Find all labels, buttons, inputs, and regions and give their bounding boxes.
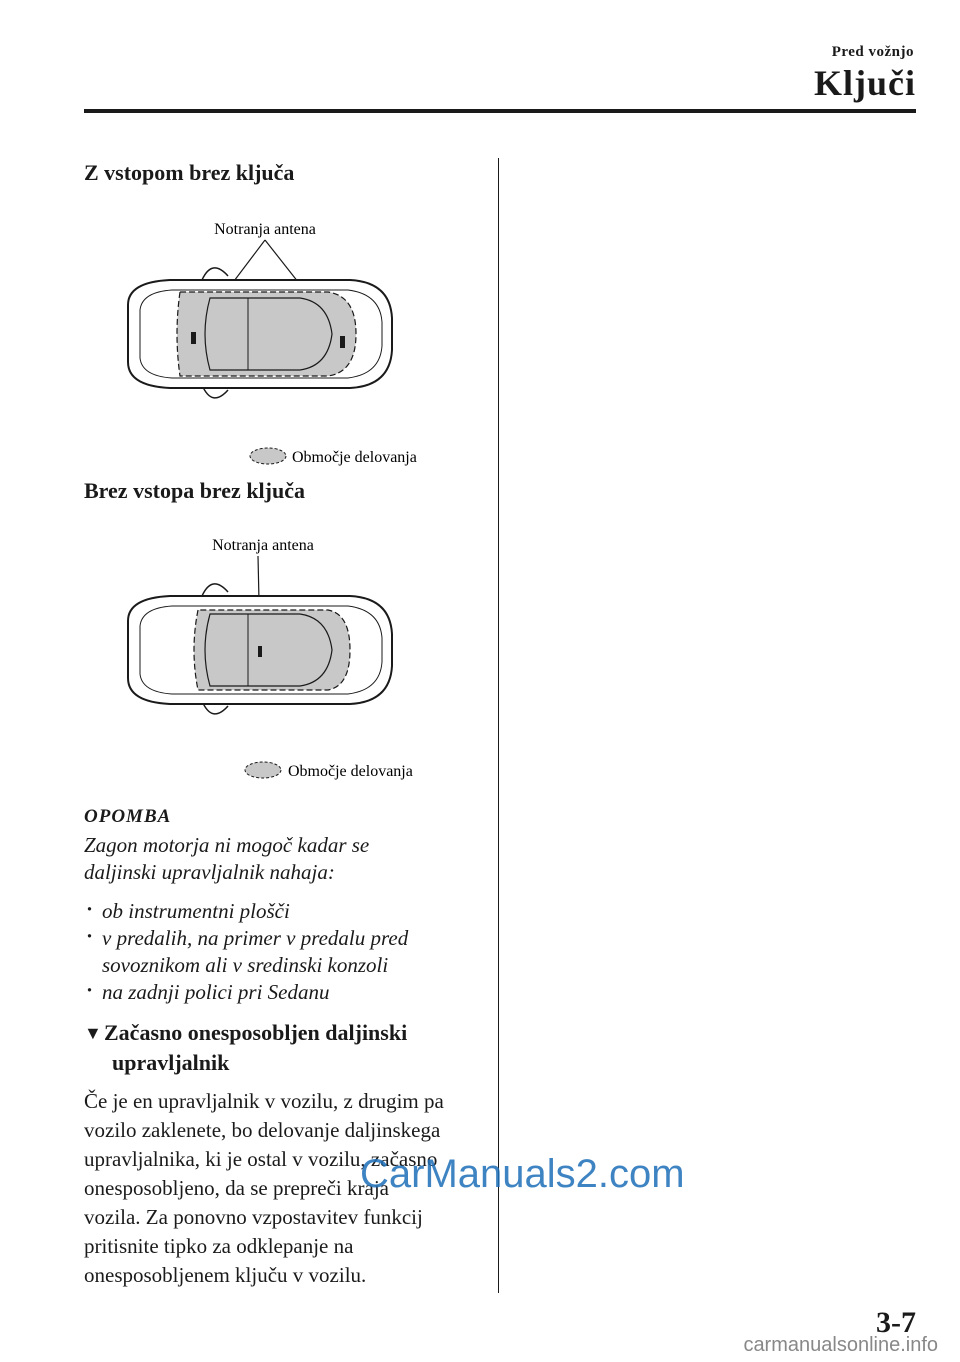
page-number: 3-7 <box>876 1306 916 1339</box>
header-rule <box>84 109 916 113</box>
section-heading-line2: upravljalnik <box>112 1050 230 1075</box>
legend-area-icon <box>250 448 286 464</box>
figure1-legend: Območje delovanja <box>292 449 417 466</box>
note-line: Zagon motorja ni mogoč kadar se <box>84 833 370 857</box>
figure1-callout: Notranja antena <box>214 221 316 238</box>
body-line: onesposobljeno, da se prepreči kraja <box>84 1176 389 1200</box>
body-line: upravljalnika, ki je ostal v vozilu, začasno <box>84 1147 438 1171</box>
body-line: onesposobljenem ključu v vozilu. <box>84 1263 367 1287</box>
note-list <box>84 898 494 1006</box>
note-item: · v predalih, na primer v predalu pred sovoznikom ali v sredinski konzoli <box>84 925 494 979</box>
note-item: · na zadnji polici pri Sedanu <box>84 979 494 1006</box>
body-line: vozila. Za ponovno vzpostavitev funkcij <box>84 1205 423 1229</box>
legend-area-icon <box>245 762 281 778</box>
figure2-legend: Območje delovanja <box>288 763 413 780</box>
figure2-heading: Brez vstopa brez ključa <box>84 478 305 503</box>
body-line: pritisnite tipko za odklepanje na <box>84 1234 354 1258</box>
body-line: Če je en upravljalnik v vozilu, z drugim pa <box>84 1089 444 1113</box>
figure1-car-diagram <box>100 210 500 470</box>
chapter-title: Ključi <box>814 63 916 103</box>
figure2-car-diagram <box>100 526 500 786</box>
section-heading <box>84 1018 494 1077</box>
footer-watermark: carmanualsonline.info <box>743 1334 938 1356</box>
note-title: OPOMBA <box>84 806 172 827</box>
body-line: vozilo zaklenete, bo delovanje daljinskega <box>84 1118 441 1142</box>
note-line: daljinski upravljalnik nahaja: <box>84 860 335 884</box>
figure1-heading: Z vstopom brez ključa <box>84 160 295 185</box>
note-text <box>84 832 484 886</box>
watermark: CarManuals2.com <box>360 1152 685 1196</box>
figure2-callout: Notranja antena <box>212 537 314 554</box>
note-item: · ob instrumentni plošči <box>84 898 494 925</box>
section-heading-line1: Začasno onesposobljen daljinski <box>104 1020 408 1045</box>
triangle-down-icon: ▼ <box>84 1023 102 1043</box>
section-label: Pred vožnjo <box>831 44 914 60</box>
